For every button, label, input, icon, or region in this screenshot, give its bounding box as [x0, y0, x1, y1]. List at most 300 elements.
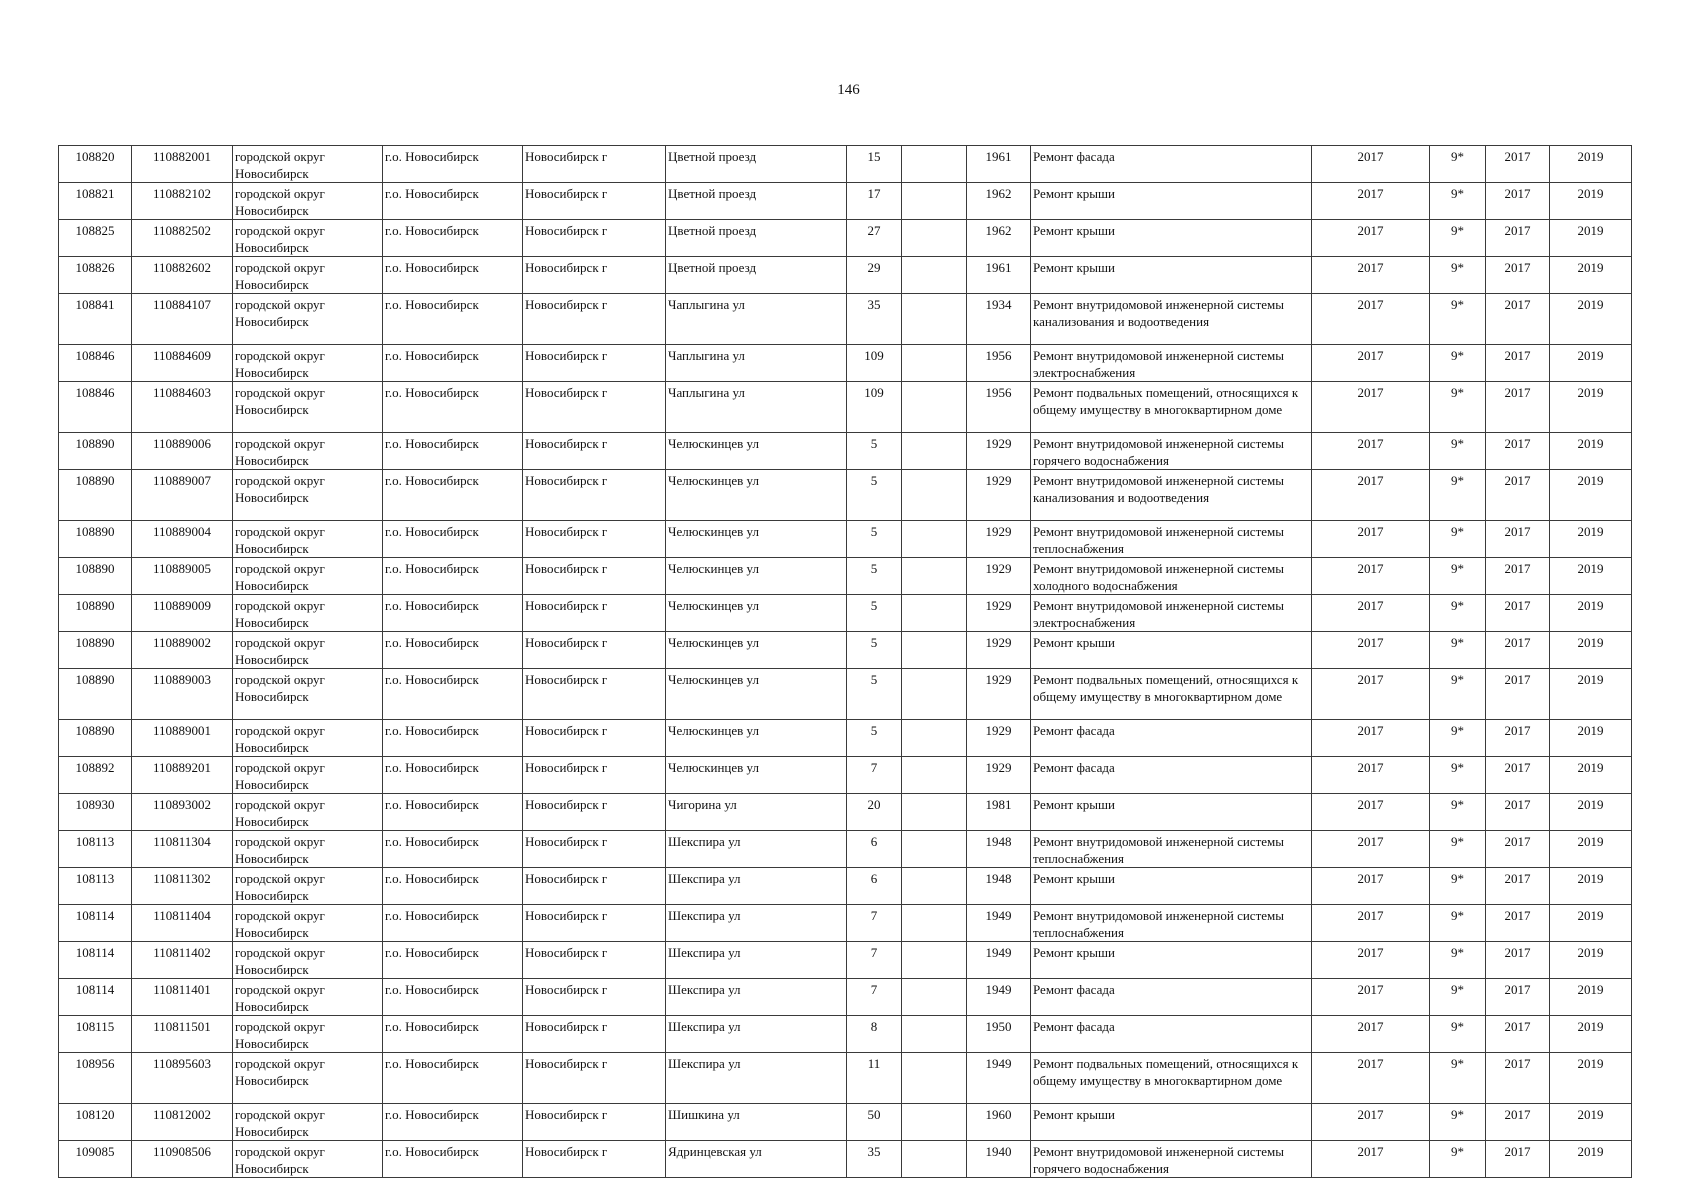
cell-work-code: 110811304: [132, 831, 233, 868]
cell-building: [902, 558, 967, 595]
cell-end-year: 2019: [1550, 294, 1632, 345]
cell-planned-year: 2017: [1312, 558, 1430, 595]
cell-start-year: 2017: [1486, 1016, 1550, 1053]
cell-work-code: 110811302: [132, 868, 233, 905]
table-row: [59, 905, 1632, 942]
cell-object-id: 108846: [59, 382, 132, 433]
cell-object-id: 108892: [59, 757, 132, 794]
cell-end-year: 2019: [1550, 979, 1632, 1016]
cell-end-year: 2019: [1550, 382, 1632, 433]
table-row: [59, 632, 1632, 669]
cell-street: Челюскинцев ул: [666, 558, 847, 595]
cell-street: Челюскинцев ул: [666, 470, 847, 521]
cell-year-built: 1950: [967, 1016, 1031, 1053]
cell-street: Шекспира ул: [666, 1053, 847, 1104]
cell-planned-year: 2017: [1312, 1016, 1430, 1053]
cell-planned-year: 2017: [1312, 595, 1430, 632]
cell-category: 9*: [1430, 669, 1486, 720]
cell-category: 9*: [1430, 220, 1486, 257]
cell-building: [902, 345, 967, 382]
cell-settlement: Новосибирск г: [523, 942, 666, 979]
cell-category: 9*: [1430, 146, 1486, 183]
cell-year-built: 1929: [967, 632, 1031, 669]
cell-planned-year: 2017: [1312, 1053, 1430, 1104]
cell-object-id: 108821: [59, 183, 132, 220]
cell-street: Челюскинцев ул: [666, 669, 847, 720]
cell-object-id: 108120: [59, 1104, 132, 1141]
cell-street: Цветной проезд: [666, 146, 847, 183]
cell-district: городской округ Новосибирск: [233, 183, 383, 220]
cell-object-id: 108930: [59, 794, 132, 831]
cell-house-number: 17: [847, 183, 902, 220]
cell-start-year: 2017: [1486, 1053, 1550, 1104]
cell-planned-year: 2017: [1312, 831, 1430, 868]
cell-house-number: 50: [847, 1104, 902, 1141]
cell-end-year: 2019: [1550, 632, 1632, 669]
cell-street: Чаплыгина ул: [666, 382, 847, 433]
cell-year-built: 1929: [967, 720, 1031, 757]
cell-start-year: 2017: [1486, 558, 1550, 595]
cell-work-type: Ремонт фасада: [1031, 979, 1312, 1016]
cell-end-year: 2019: [1550, 220, 1632, 257]
cell-end-year: 2019: [1550, 1104, 1632, 1141]
cell-district: городской округ Новосибирск: [233, 1104, 383, 1141]
cell-municipality: г.о. Новосибирск: [383, 632, 523, 669]
cell-work-type: Ремонт крыши: [1031, 632, 1312, 669]
cell-house-number: 5: [847, 632, 902, 669]
cell-district: городской округ Новосибирск: [233, 1053, 383, 1104]
cell-work-type: Ремонт крыши: [1031, 794, 1312, 831]
register-body: [59, 146, 1632, 1178]
cell-category: 9*: [1430, 757, 1486, 794]
cell-settlement: Новосибирск г: [523, 1104, 666, 1141]
cell-planned-year: 2017: [1312, 345, 1430, 382]
cell-year-built: 1956: [967, 345, 1031, 382]
cell-district: городской округ Новосибирск: [233, 470, 383, 521]
cell-building: [902, 831, 967, 868]
cell-municipality: г.о. Новосибирск: [383, 757, 523, 794]
page-number: 146: [837, 82, 860, 98]
cell-planned-year: 2017: [1312, 433, 1430, 470]
cell-municipality: г.о. Новосибирск: [383, 220, 523, 257]
cell-work-code: 110889006: [132, 433, 233, 470]
cell-year-built: 1929: [967, 595, 1031, 632]
cell-object-id: 109085: [59, 1141, 132, 1178]
cell-street: Шекспира ул: [666, 831, 847, 868]
cell-building: [902, 294, 967, 345]
cell-start-year: 2017: [1486, 720, 1550, 757]
cell-planned-year: 2017: [1312, 979, 1430, 1016]
cell-end-year: 2019: [1550, 470, 1632, 521]
cell-start-year: 2017: [1486, 979, 1550, 1016]
cell-work-type: Ремонт внутридомовой инженерной системы электроснабжения: [1031, 595, 1312, 632]
cell-start-year: 2017: [1486, 146, 1550, 183]
cell-planned-year: 2017: [1312, 183, 1430, 220]
cell-start-year: 2017: [1486, 1141, 1550, 1178]
cell-year-built: 1940: [967, 1141, 1031, 1178]
cell-category: 9*: [1430, 521, 1486, 558]
cell-year-built: 1929: [967, 757, 1031, 794]
cell-house-number: 5: [847, 669, 902, 720]
cell-house-number: 109: [847, 382, 902, 433]
cell-category: 9*: [1430, 794, 1486, 831]
cell-house-number: 5: [847, 433, 902, 470]
cell-settlement: Новосибирск г: [523, 831, 666, 868]
table-row: [59, 757, 1632, 794]
cell-object-id: 108890: [59, 470, 132, 521]
cell-street: Челюскинцев ул: [666, 433, 847, 470]
cell-work-type: Ремонт фасада: [1031, 720, 1312, 757]
cell-municipality: г.о. Новосибирск: [383, 183, 523, 220]
cell-planned-year: 2017: [1312, 220, 1430, 257]
cell-street: Шекспира ул: [666, 1016, 847, 1053]
cell-category: 9*: [1430, 868, 1486, 905]
cell-year-built: 1934: [967, 294, 1031, 345]
cell-category: 9*: [1430, 558, 1486, 595]
cell-object-id: 108890: [59, 521, 132, 558]
cell-street: Цветной проезд: [666, 183, 847, 220]
cell-category: 9*: [1430, 632, 1486, 669]
cell-end-year: 2019: [1550, 595, 1632, 632]
cell-object-id: 108890: [59, 433, 132, 470]
cell-building: [902, 757, 967, 794]
cell-municipality: г.о. Новосибирск: [383, 905, 523, 942]
cell-settlement: Новосибирск г: [523, 257, 666, 294]
cell-object-id: 108890: [59, 558, 132, 595]
cell-start-year: 2017: [1486, 470, 1550, 521]
cell-municipality: г.о. Новосибирск: [383, 831, 523, 868]
cell-building: [902, 1141, 967, 1178]
cell-start-year: 2017: [1486, 220, 1550, 257]
cell-house-number: 109: [847, 345, 902, 382]
cell-year-built: 1929: [967, 558, 1031, 595]
cell-planned-year: 2017: [1312, 382, 1430, 433]
cell-start-year: 2017: [1486, 183, 1550, 220]
cell-object-id: 108890: [59, 720, 132, 757]
cell-planned-year: 2017: [1312, 669, 1430, 720]
cell-start-year: 2017: [1486, 521, 1550, 558]
cell-municipality: г.о. Новосибирск: [383, 470, 523, 521]
cell-district: городской округ Новосибирск: [233, 220, 383, 257]
table-row: [59, 868, 1632, 905]
cell-municipality: г.о. Новосибирск: [383, 868, 523, 905]
cell-work-type: Ремонт подвальных помещений, относящихся к общему имуществу в многоквартирном доме: [1031, 1053, 1312, 1104]
cell-street: Челюскинцев ул: [666, 595, 847, 632]
cell-municipality: г.о. Новосибирск: [383, 720, 523, 757]
cell-work-type: Ремонт подвальных помещений, относящихся к общему имуществу в многоквартирном доме: [1031, 669, 1312, 720]
cell-end-year: 2019: [1550, 1053, 1632, 1104]
cell-street: Челюскинцев ул: [666, 720, 847, 757]
cell-end-year: 2019: [1550, 831, 1632, 868]
cell-municipality: г.о. Новосибирск: [383, 382, 523, 433]
cell-start-year: 2017: [1486, 433, 1550, 470]
cell-house-number: 6: [847, 868, 902, 905]
cell-category: 9*: [1430, 720, 1486, 757]
cell-municipality: г.о. Новосибирск: [383, 1104, 523, 1141]
cell-municipality: г.о. Новосибирск: [383, 1016, 523, 1053]
cell-category: 9*: [1430, 183, 1486, 220]
cell-building: [902, 433, 967, 470]
cell-category: 9*: [1430, 294, 1486, 345]
cell-year-built: 1962: [967, 220, 1031, 257]
cell-municipality: г.о. Новосибирск: [383, 1053, 523, 1104]
cell-work-type: Ремонт внутридомовой инженерной системы электроснабжения: [1031, 345, 1312, 382]
cell-work-type: Ремонт фасада: [1031, 1016, 1312, 1053]
cell-object-id: 108115: [59, 1016, 132, 1053]
table-row: [59, 257, 1632, 294]
cell-settlement: Новосибирск г: [523, 1016, 666, 1053]
cell-building: [902, 470, 967, 521]
cell-category: 9*: [1430, 1141, 1486, 1178]
cell-municipality: г.о. Новосибирск: [383, 294, 523, 345]
table-row: [59, 942, 1632, 979]
cell-planned-year: 2017: [1312, 720, 1430, 757]
table-row: [59, 382, 1632, 433]
cell-end-year: 2019: [1550, 720, 1632, 757]
cell-house-number: 7: [847, 979, 902, 1016]
cell-street: Шекспира ул: [666, 905, 847, 942]
cell-category: 9*: [1430, 433, 1486, 470]
cell-start-year: 2017: [1486, 345, 1550, 382]
cell-municipality: г.о. Новосибирск: [383, 558, 523, 595]
cell-district: городской округ Новосибирск: [233, 868, 383, 905]
cell-settlement: Новосибирск г: [523, 720, 666, 757]
cell-object-id: 108890: [59, 669, 132, 720]
cell-year-built: 1960: [967, 1104, 1031, 1141]
cell-district: городской округ Новосибирск: [233, 632, 383, 669]
cell-work-type: Ремонт внутридомовой инженерной системы горячего водоснабжения: [1031, 433, 1312, 470]
cell-category: 9*: [1430, 979, 1486, 1016]
cell-year-built: 1948: [967, 868, 1031, 905]
cell-building: [902, 720, 967, 757]
cell-street: Чаплыгина ул: [666, 345, 847, 382]
cell-building: [902, 220, 967, 257]
cell-building: [902, 521, 967, 558]
cell-district: городской округ Новосибирск: [233, 433, 383, 470]
table-row: [59, 433, 1632, 470]
cell-municipality: г.о. Новосибирск: [383, 1141, 523, 1178]
cell-start-year: 2017: [1486, 595, 1550, 632]
cell-object-id: 108114: [59, 979, 132, 1016]
cell-street: Цветной проезд: [666, 257, 847, 294]
cell-start-year: 2017: [1486, 1104, 1550, 1141]
table-row: [59, 669, 1632, 720]
cell-end-year: 2019: [1550, 757, 1632, 794]
cell-work-code: 110889007: [132, 470, 233, 521]
cell-building: [902, 1053, 967, 1104]
cell-work-code: 110812002: [132, 1104, 233, 1141]
cell-street: Цветной проезд: [666, 220, 847, 257]
table-row: [59, 595, 1632, 632]
table-row: [59, 979, 1632, 1016]
cell-category: 9*: [1430, 470, 1486, 521]
cell-object-id: 108956: [59, 1053, 132, 1104]
cell-work-code: 110889001: [132, 720, 233, 757]
cell-category: 9*: [1430, 382, 1486, 433]
table-row: [59, 220, 1632, 257]
cell-building: [902, 183, 967, 220]
cell-municipality: г.о. Новосибирск: [383, 942, 523, 979]
cell-settlement: Новосибирск г: [523, 757, 666, 794]
table-row: [59, 146, 1632, 183]
table-row: [59, 720, 1632, 757]
cell-house-number: 5: [847, 558, 902, 595]
cell-year-built: 1929: [967, 433, 1031, 470]
cell-municipality: г.о. Новосибирск: [383, 345, 523, 382]
cell-house-number: 35: [847, 294, 902, 345]
cell-end-year: 2019: [1550, 433, 1632, 470]
table-row: [59, 831, 1632, 868]
cell-year-built: 1961: [967, 146, 1031, 183]
cell-settlement: Новосибирск г: [523, 521, 666, 558]
cell-building: [902, 382, 967, 433]
cell-planned-year: 2017: [1312, 868, 1430, 905]
cell-end-year: 2019: [1550, 558, 1632, 595]
repair-register-table: [58, 145, 1632, 1178]
cell-planned-year: 2017: [1312, 257, 1430, 294]
cell-municipality: г.о. Новосибирск: [383, 979, 523, 1016]
cell-district: городской округ Новосибирск: [233, 595, 383, 632]
cell-settlement: Новосибирск г: [523, 294, 666, 345]
cell-building: [902, 1104, 967, 1141]
cell-work-code: 110811401: [132, 979, 233, 1016]
cell-settlement: Новосибирск г: [523, 433, 666, 470]
cell-house-number: 5: [847, 720, 902, 757]
cell-object-id: 108890: [59, 595, 132, 632]
cell-work-type: Ремонт подвальных помещений, относящихся к общему имуществу в многоквартирном доме: [1031, 382, 1312, 433]
cell-municipality: г.о. Новосибирск: [383, 595, 523, 632]
cell-start-year: 2017: [1486, 905, 1550, 942]
table-row: [59, 470, 1632, 521]
cell-planned-year: 2017: [1312, 905, 1430, 942]
cell-start-year: 2017: [1486, 831, 1550, 868]
cell-year-built: 1948: [967, 831, 1031, 868]
cell-work-code: 110893002: [132, 794, 233, 831]
cell-district: городской округ Новосибирск: [233, 757, 383, 794]
cell-end-year: 2019: [1550, 942, 1632, 979]
cell-planned-year: 2017: [1312, 757, 1430, 794]
cell-street: Шекспира ул: [666, 942, 847, 979]
cell-work-code: 110889004: [132, 521, 233, 558]
cell-year-built: 1949: [967, 905, 1031, 942]
cell-work-type: Ремонт внутридомовой инженерной системы горячего водоснабжения: [1031, 1141, 1312, 1178]
cell-municipality: г.о. Новосибирск: [383, 794, 523, 831]
cell-object-id: 108825: [59, 220, 132, 257]
table-row: [59, 1016, 1632, 1053]
cell-district: городской округ Новосибирск: [233, 905, 383, 942]
cell-work-code: 110889002: [132, 632, 233, 669]
cell-end-year: 2019: [1550, 905, 1632, 942]
cell-district: городской округ Новосибирск: [233, 294, 383, 345]
cell-year-built: 1949: [967, 979, 1031, 1016]
cell-category: 9*: [1430, 595, 1486, 632]
cell-category: 9*: [1430, 345, 1486, 382]
cell-district: городской округ Новосибирск: [233, 1016, 383, 1053]
cell-work-code: 110882602: [132, 257, 233, 294]
cell-building: [902, 1016, 967, 1053]
cell-house-number: 29: [847, 257, 902, 294]
cell-street: Шишкина ул: [666, 1104, 847, 1141]
cell-work-type: Ремонт внутридомовой инженерной системы теплоснабжения: [1031, 521, 1312, 558]
cell-work-code: 110882102: [132, 183, 233, 220]
cell-settlement: Новосибирск г: [523, 1141, 666, 1178]
cell-start-year: 2017: [1486, 382, 1550, 433]
cell-work-code: 110882001: [132, 146, 233, 183]
cell-work-type: Ремонт крыши: [1031, 868, 1312, 905]
cell-house-number: 11: [847, 1053, 902, 1104]
cell-street: Шекспира ул: [666, 979, 847, 1016]
cell-settlement: Новосибирск г: [523, 868, 666, 905]
cell-house-number: 7: [847, 905, 902, 942]
cell-category: 9*: [1430, 1104, 1486, 1141]
cell-start-year: 2017: [1486, 942, 1550, 979]
cell-building: [902, 794, 967, 831]
cell-start-year: 2017: [1486, 868, 1550, 905]
cell-house-number: 5: [847, 521, 902, 558]
cell-start-year: 2017: [1486, 294, 1550, 345]
cell-end-year: 2019: [1550, 1141, 1632, 1178]
cell-object-id: 108113: [59, 831, 132, 868]
cell-end-year: 2019: [1550, 794, 1632, 831]
cell-work-code: 110908506: [132, 1141, 233, 1178]
cell-start-year: 2017: [1486, 257, 1550, 294]
cell-end-year: 2019: [1550, 183, 1632, 220]
cell-district: городской округ Новосибирск: [233, 257, 383, 294]
cell-street: Челюскинцев ул: [666, 757, 847, 794]
cell-work-code: 110811404: [132, 905, 233, 942]
cell-work-code: 110889009: [132, 595, 233, 632]
cell-year-built: 1956: [967, 382, 1031, 433]
cell-building: [902, 979, 967, 1016]
cell-year-built: 1962: [967, 183, 1031, 220]
cell-planned-year: 2017: [1312, 146, 1430, 183]
cell-category: 9*: [1430, 257, 1486, 294]
cell-planned-year: 2017: [1312, 794, 1430, 831]
cell-planned-year: 2017: [1312, 942, 1430, 979]
cell-building: [902, 146, 967, 183]
cell-work-code: 110895603: [132, 1053, 233, 1104]
cell-building: [902, 868, 967, 905]
cell-work-type: Ремонт крыши: [1031, 257, 1312, 294]
cell-settlement: Новосибирск г: [523, 146, 666, 183]
cell-municipality: г.о. Новосибирск: [383, 433, 523, 470]
cell-object-id: 108841: [59, 294, 132, 345]
cell-settlement: Новосибирск г: [523, 220, 666, 257]
cell-work-code: 110884609: [132, 345, 233, 382]
cell-work-type: Ремонт крыши: [1031, 220, 1312, 257]
cell-work-type: Ремонт фасада: [1031, 757, 1312, 794]
cell-street: Ядринцевская ул: [666, 1141, 847, 1178]
cell-work-type: Ремонт внутридомовой инженерной системы холодного водоснабжения: [1031, 558, 1312, 595]
cell-building: [902, 669, 967, 720]
cell-settlement: Новосибирск г: [523, 979, 666, 1016]
cell-end-year: 2019: [1550, 521, 1632, 558]
cell-year-built: 1929: [967, 470, 1031, 521]
cell-category: 9*: [1430, 831, 1486, 868]
cell-object-id: 108890: [59, 632, 132, 669]
cell-work-code: 110884603: [132, 382, 233, 433]
table-row: [59, 183, 1632, 220]
table-row: [59, 1053, 1632, 1104]
cell-district: городской округ Новосибирск: [233, 558, 383, 595]
cell-settlement: Новосибирск г: [523, 470, 666, 521]
cell-category: 9*: [1430, 942, 1486, 979]
cell-planned-year: 2017: [1312, 294, 1430, 345]
cell-work-type: Ремонт внутридомовой инженерной системы канализования и водоотведения: [1031, 470, 1312, 521]
cell-end-year: 2019: [1550, 669, 1632, 720]
cell-house-number: 15: [847, 146, 902, 183]
cell-house-number: 6: [847, 831, 902, 868]
